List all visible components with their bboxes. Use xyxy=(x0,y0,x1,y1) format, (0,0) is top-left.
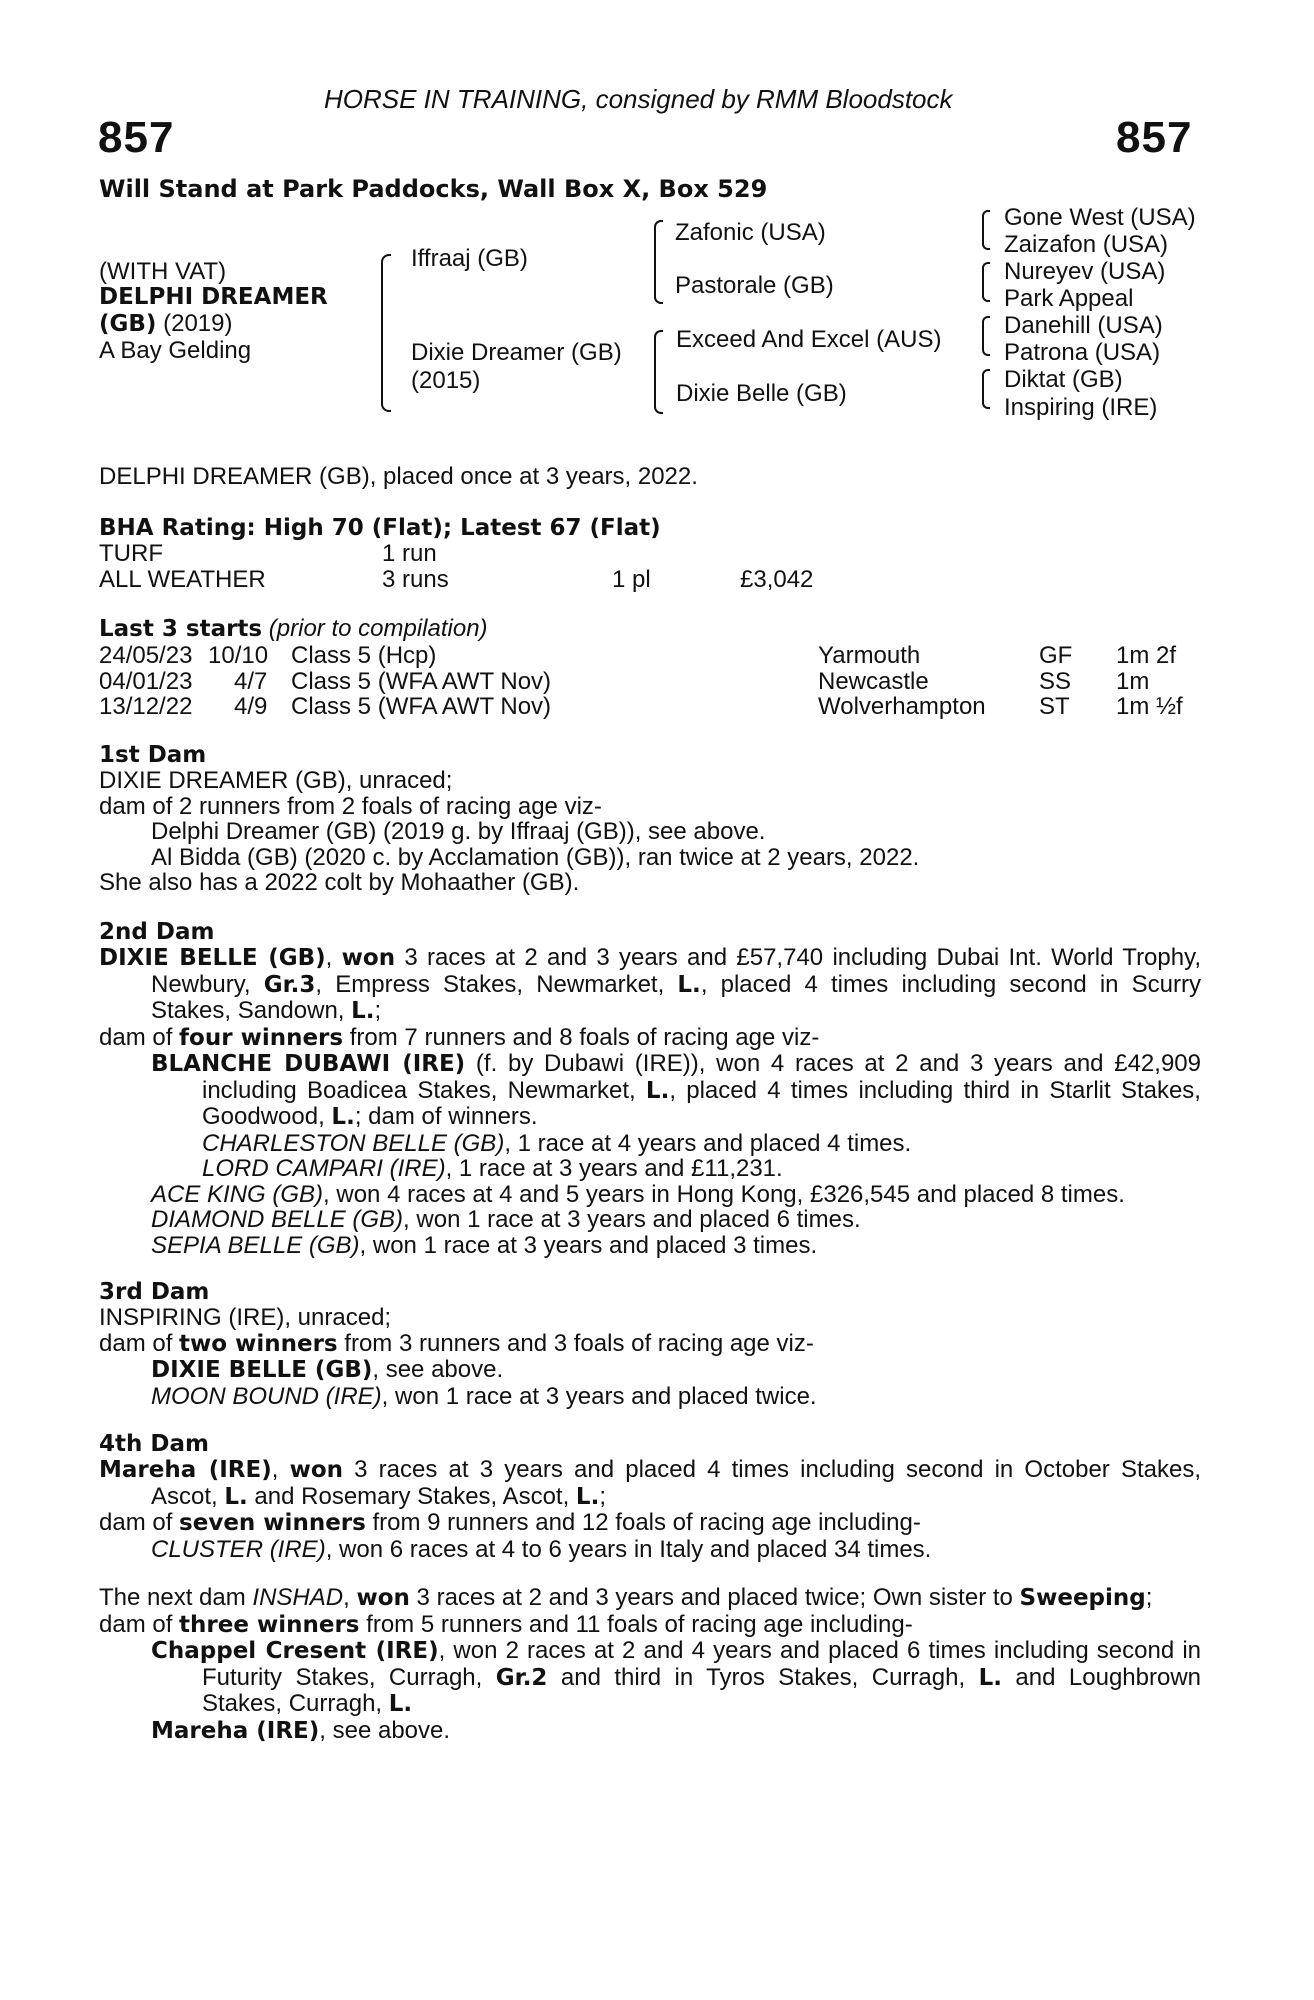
start-race: Class 5 (WFA AWT Nov) xyxy=(291,668,552,695)
second-dam-section xyxy=(99,920,1201,1258)
last-starts-heading xyxy=(99,616,488,642)
rating-turf-runs: 1 run xyxy=(382,540,437,567)
lot-number-right: 857 xyxy=(1116,113,1193,162)
start-date: 24/05/23 xyxy=(99,642,193,669)
text: 3 races at 2 and 3 years and £57,740 including Dubai Int. World Trophy, Newbury, xyxy=(151,944,1201,998)
start-going: GF xyxy=(1039,642,1073,669)
start-distance: 1m xyxy=(1116,668,1150,695)
fourth-dam-name: Mareha (IRE) xyxy=(99,1457,272,1483)
winners-count: seven winners xyxy=(179,1510,366,1536)
text: , 1 race at 4 years and placed 4 times. xyxy=(504,1129,912,1157)
progeny-name: DIAMOND BELLE (GB) xyxy=(151,1206,404,1233)
pedigree-brace xyxy=(381,254,391,412)
won-label: won xyxy=(289,1457,344,1483)
start-going: SS xyxy=(1039,668,1072,695)
lot-number-left: 857 xyxy=(98,113,175,162)
vat-note: (WITH VAT) xyxy=(99,258,227,285)
start-position: 4/7 xyxy=(234,668,268,695)
progeny-name: DIXIE BELLE (GB) xyxy=(151,1357,373,1383)
listed-badge: L. xyxy=(677,971,701,998)
start-position: 10/10 xyxy=(208,642,269,669)
horse-country: (GB) xyxy=(99,311,157,337)
start-course: Yarmouth xyxy=(818,642,921,669)
text: dam of xyxy=(99,1329,180,1357)
text: 3 races at 2 and 3 years and placed twice; Own sister to xyxy=(409,1584,1020,1611)
text: , placed 4 times including second in Scurry Stakes, Sandown, xyxy=(151,970,1202,1024)
fourth-dam-record: Mareha (IRE), won 3 races at 3 years and placed 4 times including second in October Stakes, Ascot, L. and Rosemary Stakes, Ascot, L.; xyxy=(99,1456,1201,1510)
winners-count: three winners xyxy=(179,1611,360,1638)
text: dam of xyxy=(99,1509,180,1536)
progeny-dixie-belle xyxy=(99,1357,1201,1384)
last-starts-title: Last 3 starts xyxy=(99,616,263,642)
g-brace-1 xyxy=(982,210,990,250)
text: , won 1 race at 3 years and placed twice. xyxy=(381,1382,817,1410)
pedigree-sire-dam: Pastorale (GB) xyxy=(675,272,834,299)
horse-name: DELPHI DREAMER xyxy=(99,284,328,310)
start-distance: 1m ½f xyxy=(1116,693,1183,720)
fourth-dam-heading: 4th Dam xyxy=(99,1431,209,1457)
g-brace-3 xyxy=(982,316,990,356)
listed-badge: L. xyxy=(351,998,375,1024)
g-brace-2 xyxy=(982,262,990,302)
text: from 3 runners and 3 foals of racing age viz- xyxy=(337,1329,814,1357)
start-course: Newcastle xyxy=(818,668,929,695)
progeny-name: CHARLESTON BELLE (GB) xyxy=(202,1129,505,1157)
text: , Empress Stakes, Newmarket, xyxy=(315,970,678,998)
pedigree-g3: Nureyev (USA) xyxy=(1004,258,1166,285)
progeny-cluster xyxy=(99,1537,1201,1563)
listed-badge: L. xyxy=(388,1691,413,1717)
start-going: ST xyxy=(1039,693,1070,720)
listed-badge: L. xyxy=(331,1104,355,1130)
pedigree-sire-sire: Zafonic (USA) xyxy=(675,219,826,246)
start-race: Class 5 (WFA AWT Nov) xyxy=(291,693,552,720)
next-dam-name: INSHAD xyxy=(252,1584,344,1611)
first-dam-line: She also has a 2022 colt by Mohaather (GB). xyxy=(99,869,580,896)
pedigree-g7: Diktat (GB) xyxy=(1004,366,1123,393)
text: , won 1 race at 3 years and placed 3 times. xyxy=(359,1231,818,1259)
progeny-name: Chappel Cresent (IRE) xyxy=(151,1638,439,1664)
start-distance: 1m 2f xyxy=(1116,642,1177,669)
progeny-name: MOON BOUND (IRE) xyxy=(151,1382,382,1410)
progeny-name: CLUSTER (IRE) xyxy=(151,1535,326,1563)
next-dam-section xyxy=(99,1585,1201,1744)
first-dam-line: dam of 2 runners from 2 foals of racing age viz- xyxy=(99,792,602,820)
progeny-moon-bound xyxy=(99,1384,1201,1410)
dam-of-line xyxy=(99,1025,1201,1052)
next-dam-record xyxy=(99,1585,1201,1612)
text: , xyxy=(343,1584,357,1611)
horse-description: A Bay Gelding xyxy=(99,337,252,364)
horse-country-year xyxy=(99,311,232,337)
text: dam of xyxy=(99,1610,180,1638)
second-dam-heading: 2nd Dam xyxy=(99,919,215,945)
text: , see above. xyxy=(319,1716,451,1744)
dam-brace xyxy=(654,330,663,414)
last-starts-note: (prior to compilation) xyxy=(268,615,488,642)
text: 3 races at 3 years and placed 4 times including second in October Stakes, Ascot, xyxy=(151,1456,1201,1510)
progeny-name: LORD CAMPARI (IRE) xyxy=(202,1155,446,1182)
second-dam-name: DIXIE BELLE (GB) xyxy=(99,945,326,971)
text: and third in Tyros Stakes, Curragh, xyxy=(547,1663,979,1691)
pedigree-dam-dam: Dixie Belle (GB) xyxy=(676,380,847,407)
rating-aw-prize: £3,042 xyxy=(740,566,814,593)
first-dam-progeny: Delphi Dreamer (GB) (2019 g. by Iffraaj (GB)), see above. xyxy=(151,818,766,845)
pedigree-sire: Iffraaj (GB) xyxy=(411,245,528,272)
winners-count: two winners xyxy=(179,1330,338,1357)
progeny-lord-campari xyxy=(99,1156,1201,1182)
text: from 7 runners and 8 foals of racing age viz- xyxy=(343,1023,820,1051)
dam-of-line xyxy=(99,1331,1201,1358)
horse-year: (2019) xyxy=(163,310,233,337)
text: and Rosemary Stakes, Ascot, xyxy=(247,1482,576,1510)
group-badge: Gr.3 xyxy=(263,971,316,998)
group-badge: Gr.2 xyxy=(495,1664,548,1691)
pedigree-g2: Zaizafon (USA) xyxy=(1004,231,1169,258)
first-dam-section xyxy=(99,743,1201,896)
won-label: won xyxy=(341,945,396,971)
sister-name: Sweeping xyxy=(1019,1585,1146,1611)
first-dam-line: DIXIE DREAMER (GB), unraced; xyxy=(99,767,453,794)
start-race: Class 5 (Hcp) xyxy=(291,642,437,669)
text: from 9 runners and 12 foals of racing age including- xyxy=(365,1509,921,1536)
text: dam of xyxy=(99,1023,180,1051)
second-dam-record: DIXIE BELLE (GB), won 3 races at 2 and 3 years and £57,740 including Dubai Int. World Trophy, Newbury, Gr.3, Empress Stakes, Newmarket, L., placed 4 times including second in Scurry Stakes, Sandown, L.; xyxy=(99,944,1202,1024)
text: , won 4 races at 4 and 5 years in Hong Kong, £326,545 and placed 8 times. xyxy=(323,1180,1125,1208)
progeny-sepia-belle xyxy=(99,1233,1201,1259)
text: , won 6 races at 4 to 6 years in Italy and placed 34 times. xyxy=(325,1535,932,1563)
dam-of-line xyxy=(99,1612,1201,1639)
text: , 1 race at 3 years and £11,231. xyxy=(445,1155,783,1182)
pedigree-g4: Park Appeal xyxy=(1004,285,1134,312)
text: , won 2 races at 2 and 4 years and placed 6 times including second in Futurity Stakes, Curragh, xyxy=(202,1637,1201,1691)
start-date: 13/12/22 xyxy=(99,693,193,720)
listed-badge: L. xyxy=(978,1664,1002,1691)
race-summary: DELPHI DREAMER (GB), placed once at 3 years, 2022. xyxy=(99,463,698,490)
pedigree-dam: Dixie Dreamer (GB) xyxy=(411,339,622,366)
bha-rating-heading: BHA Rating: High 70 (Flat); Latest 67 (Flat) xyxy=(99,515,661,541)
progeny-mareha xyxy=(99,1718,1201,1745)
pedigree-dam-sire: Exceed And Excel (AUS) xyxy=(676,326,942,353)
start-position: 4/9 xyxy=(234,693,268,720)
winners-count: four winners xyxy=(179,1024,344,1051)
rating-aw-runs: 3 runs xyxy=(382,566,449,593)
text: ; xyxy=(1145,1584,1153,1611)
text: ; xyxy=(599,1482,606,1510)
pedigree-g5: Danehill (USA) xyxy=(1004,312,1163,339)
progeny-charleston-belle xyxy=(99,1131,1201,1157)
pedigree-g6: Patrona (USA) xyxy=(1004,339,1161,366)
progeny-blanche-dubawi xyxy=(99,1051,1201,1131)
progeny-chappel-cresent xyxy=(99,1638,1201,1718)
rating-aw-surface: ALL WEATHER xyxy=(99,566,266,593)
pedigree-dam-year: (2015) xyxy=(411,367,481,394)
text: , see above. xyxy=(372,1356,504,1383)
start-course: Wolverhampton xyxy=(818,693,986,720)
progeny-name: ACE KING (GB) xyxy=(151,1180,324,1208)
text: (f. by Dubawi (IRE)), won 4 races at 2 and 3 years and £42,909 including Boadicea Stakes, Newmarket, xyxy=(202,1050,1201,1104)
progeny-name: SEPIA BELLE (GB) xyxy=(151,1231,360,1259)
text: , won 1 race at 3 years and placed 6 times. xyxy=(403,1206,861,1233)
text: The next dam xyxy=(99,1584,253,1611)
third-dam-heading: 3rd Dam xyxy=(99,1279,210,1305)
progeny-ace-king xyxy=(99,1182,1201,1208)
won-label: won xyxy=(356,1585,410,1611)
third-dam-section xyxy=(99,1280,1201,1409)
pedigree-g8: Inspiring (IRE) xyxy=(1004,394,1158,421)
progeny-name: Mareha (IRE) xyxy=(151,1717,320,1744)
text: ; dam of winners. xyxy=(354,1103,538,1130)
sire-brace xyxy=(654,220,663,304)
first-dam-progeny: Al Bidda (GB) (2020 c. by Acclamation (GB)), ran twice at 2 years, 2022. xyxy=(151,843,920,871)
text: and Loughbrown Stakes, Curragh, xyxy=(202,1663,1202,1717)
first-dam-heading: 1st Dam xyxy=(99,742,207,768)
progeny-name: BLANCHE DUBAWI (IRE) xyxy=(151,1051,466,1077)
listed-badge: L. xyxy=(224,1483,248,1510)
g-brace-4 xyxy=(982,369,990,409)
start-date: 04/01/23 xyxy=(99,668,193,695)
fourth-dam-section xyxy=(99,1432,1201,1562)
text: from 5 runners and 11 foals of racing age including- xyxy=(359,1610,913,1638)
stand-location: Will Stand at Park Paddocks, Wall Box X, Box 529 xyxy=(99,175,768,203)
pedigree-g1: Gone West (USA) xyxy=(1004,204,1196,231)
rating-turf-surface: TURF xyxy=(99,540,163,567)
consignment-header: HORSE IN TRAINING, consigned by RMM Bloodstock xyxy=(324,84,953,114)
listed-badge: L. xyxy=(645,1077,670,1104)
listed-badge: L. xyxy=(575,1483,600,1510)
rating-aw-placed: 1 pl xyxy=(612,566,651,593)
text: ; xyxy=(374,997,382,1024)
progeny-diamond-belle xyxy=(99,1207,1201,1233)
text: , placed 4 times including third in Starlit Stakes, Goodwood, xyxy=(202,1076,1201,1130)
dam-of-line xyxy=(99,1510,1201,1537)
third-dam-line: INSPIRING (IRE), unraced; xyxy=(99,1304,392,1331)
